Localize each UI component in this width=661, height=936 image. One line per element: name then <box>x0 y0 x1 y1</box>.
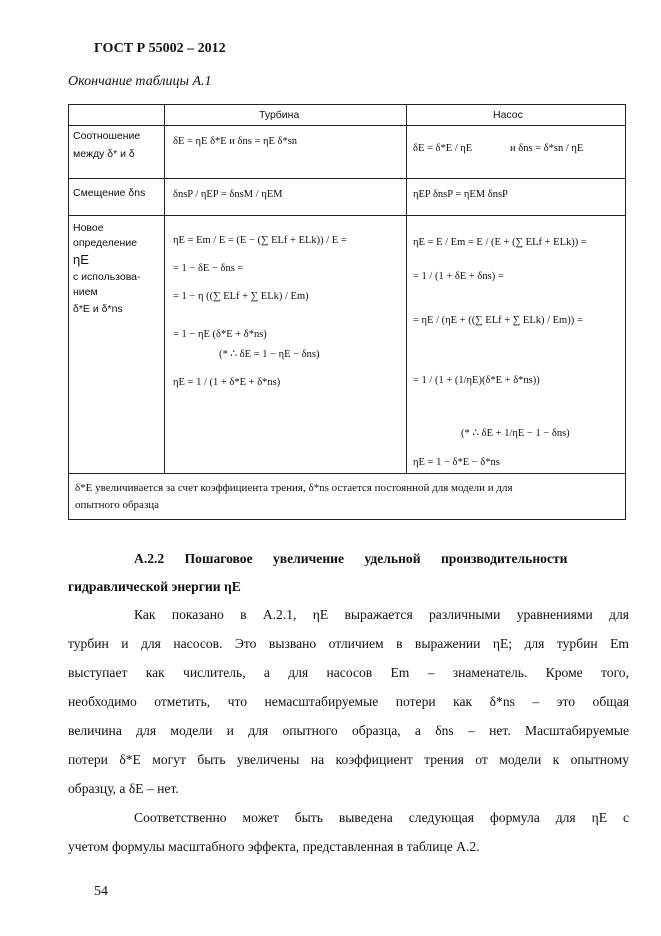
para1-line6: потери δ*E могут быть увеличены на коэффициент трения от модели к опытному <box>68 752 629 767</box>
row1-pump-formula-a: δE = δ*E / ηE <box>413 143 473 154</box>
row3-turbine-line4: = 1 − ηE (δ*E + δ*ns) <box>173 329 267 340</box>
document-header: ГОСТ Р 55002 – 2012 <box>94 41 226 56</box>
section-heading-line2: гидравлической энергии ηE <box>68 579 241 594</box>
table-footer-line1: δ*E увеличивается за счет коэффициента трения, δ*ns остается постоянной для модели и для <box>75 482 513 494</box>
col-header-pump: Насос <box>493 109 523 121</box>
row1-label-line1: Соотношение <box>73 130 141 142</box>
para2-line1: Соответственно может быть выведена следующая формула для ηE с <box>134 810 629 825</box>
row3-label-5: нием <box>73 286 98 298</box>
para1-line7: образцу, а δE – нет. <box>68 781 179 796</box>
para1-line3: выступает как числитель, а для насосов Em – знаменатель. Кроме того, <box>68 665 629 680</box>
row3-turbine-line3: = 1 − η ((∑ ELf + ∑ ELk) / Em) <box>173 291 309 302</box>
table-caption: Окончание таблицы А.1 <box>68 74 212 89</box>
row3-pump-line3: = ηE / (ηE + ((∑ ELf + ∑ ELk) / Em)) = <box>413 315 583 326</box>
table-a1 <box>68 104 626 520</box>
para1-line5: величина для модели и для опытного образца, а δns – нет. Масштабируемые <box>68 723 629 738</box>
section-heading-line1: А.2.2 Пошаговое увеличение удельной производительности <box>134 551 568 566</box>
row3-turbine-line2: = 1 − δE − δns = <box>173 263 244 274</box>
para2-line2: учетом формулы масштабного эффекта, представленная в таблице А.2. <box>68 839 480 854</box>
row3-pump-line5: (* ∴ δE + 1/ηE − 1 − δns) <box>461 428 570 439</box>
col-header-turbine: Турбина <box>259 109 300 121</box>
row1-label-line2: между δ* и δ <box>73 148 135 160</box>
row3-label-2: определение <box>73 237 138 249</box>
para1-line4: необходимо отметить, что немасштабируемые потери как δ*ns – это общая <box>68 694 629 709</box>
row3-label-6: δ*E и δ*ns <box>73 303 123 315</box>
row3-pump-line6: ηE = 1 − δ*E − δ*ns <box>413 457 500 468</box>
row3-turbine-line5: (* ∴ δE = 1 − ηE − δns) <box>219 349 320 360</box>
row1-turbine-formula: δE = ηE δ*E и δns = ηE δ*sn <box>173 136 298 147</box>
row3-label-3: ηE <box>73 252 89 267</box>
table-footer-line2: опытного образца <box>75 499 160 511</box>
page-number: 54 <box>94 884 108 899</box>
row3-pump-line1: ηE = E / Em = E / (E + (∑ ELf + ELk)) = <box>413 237 587 248</box>
row2-pump-formula: ηEP δnsP = ηEM δnsP <box>413 189 508 200</box>
row3-pump-line4: = 1 / (1 + (1/ηE)(δ*E + δ*ns)) <box>413 375 540 386</box>
row3-pump-line2: = 1 / (1 + δE + δns) = <box>413 271 504 282</box>
para1-line1: Как показано в А.2.1, ηE выражается различными уравнениями для <box>134 607 629 622</box>
row3-label-1: Новое <box>73 222 104 234</box>
row2-turbine-formula: δnsP / ηEP = δnsM / ηEM <box>173 189 283 200</box>
para1-line2: турбин и для насосов. Это вызвано отличием в выражении ηE; для турбин Em <box>68 636 629 651</box>
row1-pump-formula-b: и δns = δ*sn / ηE <box>510 143 584 154</box>
row3-turbine-line1: ηE = Em / E = (E − (∑ ELf + ELk)) / E = <box>173 235 347 246</box>
row3-label-4: с использова- <box>73 271 141 283</box>
row3-turbine-line6: ηE = 1 / (1 + δ*E + δ*ns) <box>173 377 281 388</box>
row2-label: Смещение δns <box>73 187 146 199</box>
